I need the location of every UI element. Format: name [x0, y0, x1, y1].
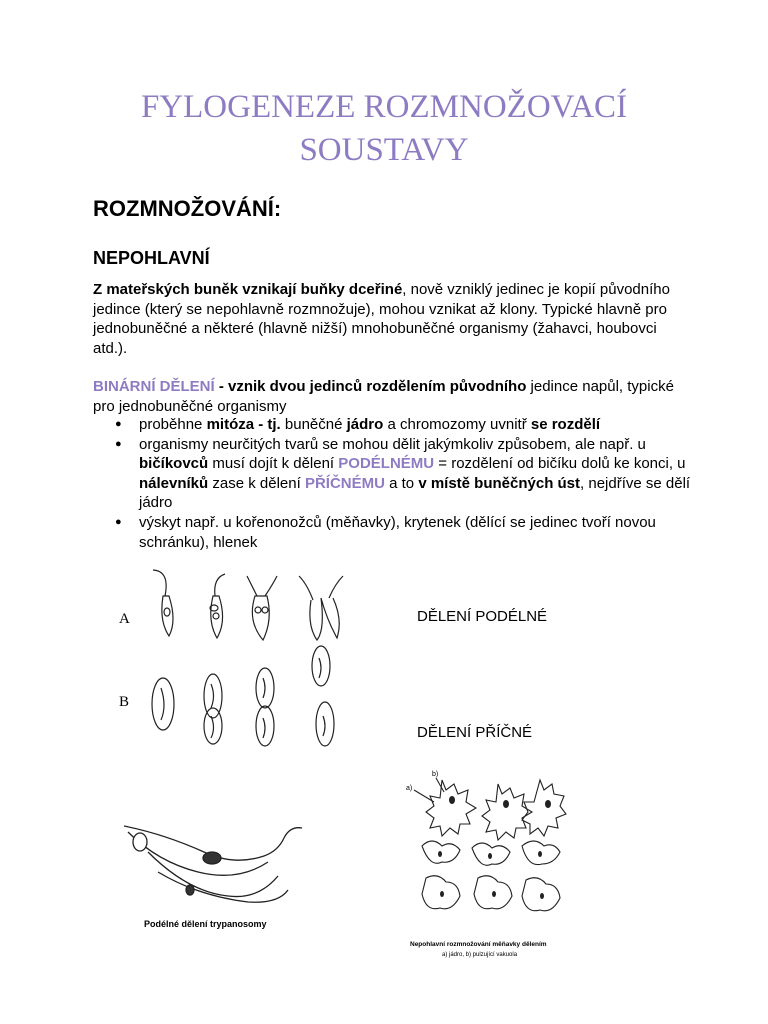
amoeba-subcaption: a) jádro, b) pulzující vakuola — [442, 952, 518, 958]
bullet-text: a chromozomy uvnitř — [383, 416, 531, 433]
trypanosoma-shapes — [124, 826, 302, 902]
ciliate-row — [152, 646, 334, 746]
binary-bold: - vznik dvou jedinců rozdělením původního — [214, 378, 527, 395]
amoeba-illustration — [402, 768, 572, 963]
trypanosoma-caption: Podélné dělení trypanosomy — [144, 919, 267, 929]
bullet-bold: v místě buněčných úst — [418, 474, 581, 492]
bullet-bold: se rozdělí — [530, 416, 601, 433]
document-title — [0, 86, 768, 172]
bullet-vyskyt — [93, 513, 693, 552]
bullet-mitoza — [93, 415, 693, 435]
amoeba-shapes — [414, 778, 566, 911]
title-line-1: FYLOGENEZE ROZMNOŽOVACÍ — [140, 89, 628, 125]
binary-text: jedince napůl, typické pro jednobuněčné organismy — [93, 378, 674, 415]
bullet-text: zase k dělení — [208, 474, 305, 492]
trypanosoma-illustration — [118, 812, 308, 937]
bullet-text: , nejdříve se dělí jádro — [139, 474, 691, 512]
heading-nepohlavni: NEPOHLAVNÍ — [93, 248, 210, 268]
bullet-text: a to — [384, 474, 419, 492]
bullet-accent: PODÉLNÉMU — [338, 455, 435, 473]
bullet-bold: mitóza - tj. — [206, 416, 281, 433]
amoeba-nuclei — [438, 796, 551, 899]
bullet-bold: jádro — [346, 416, 384, 433]
bullet-text: proběhne — [139, 416, 207, 433]
bullet-text: výskyt např. u kořenonožců (měňavky), krytenek (dělící se jedinec tvoří novou schránku), hlenek — [139, 513, 656, 551]
intro-paragraph — [93, 280, 693, 358]
bullet-text: organismy neurčitých tvarů se mohou dělit jakýmkoliv způsobem, ale např. u — [139, 435, 646, 453]
bullet-text: = rozdělení od bičíku dolů ke konci, u — [434, 455, 686, 473]
row-label-b: B — [119, 694, 130, 710]
flagellate-row — [153, 570, 343, 640]
bullet-text: buněčné — [280, 416, 347, 433]
amoeba-label-a: a) — [406, 785, 413, 792]
title-line-2: SOUSTAVY — [299, 132, 469, 168]
division-illustration — [115, 566, 365, 751]
amoeba-label-b: b) — [432, 771, 439, 778]
binary-division-paragraph — [93, 377, 693, 416]
bullet-text: musí dojít k dělení — [208, 455, 339, 473]
binary-term: BINÁRNÍ DĚLENÍ — [93, 378, 215, 395]
label-pricne: DĚLENÍ PŘÍČNÉ — [417, 724, 533, 741]
bullet-organismy — [93, 435, 693, 513]
bullet-accent: PŘÍČNÉMU — [304, 474, 385, 492]
bullet-bold: bičíkovců — [139, 455, 209, 473]
bullet-list — [93, 415, 693, 552]
intro-bold: Z mateřských buněk vznikají buňky dceřiné — [93, 281, 403, 298]
heading-rozmnozovani: ROZMNOŽOVÁNÍ: — [93, 196, 282, 221]
intro-text: , nově vzniklý jedinec je kopií původního jedince (který se nepohlavně rozmnožuje), mohou vznikat až klony. Typické hlavně pro jednobuněčné a některé (hlavně nižší) mnohobuněčné organismy (žahavci, houbovci atd.). — [93, 281, 670, 357]
bullet-bold: nálevníků — [139, 474, 209, 492]
label-podelne: DĚLENÍ PODÉLNÉ — [417, 608, 548, 625]
row-label-a: A — [119, 611, 130, 627]
amoeba-caption: Nepohlavní rozmnožování měňavky dělením — [410, 941, 547, 948]
